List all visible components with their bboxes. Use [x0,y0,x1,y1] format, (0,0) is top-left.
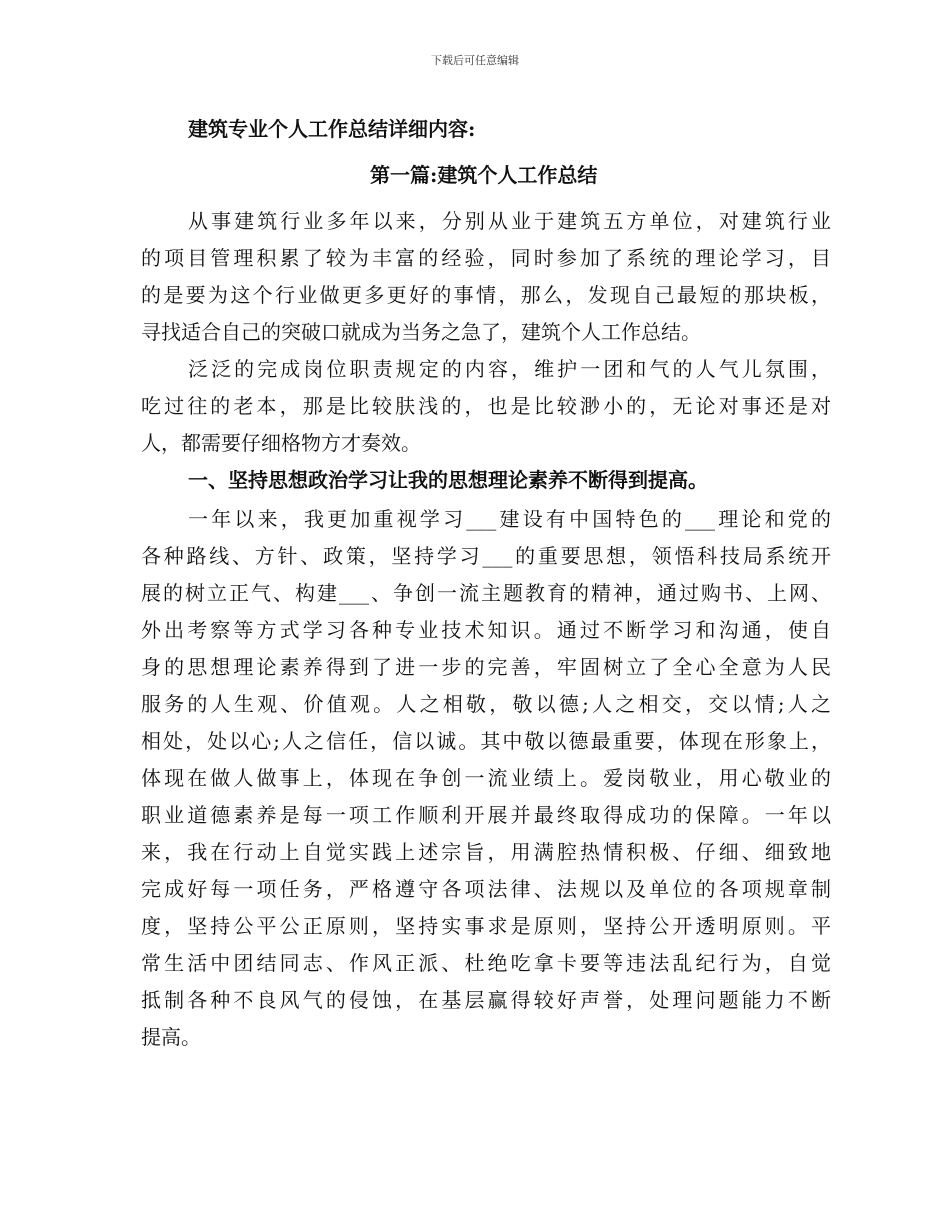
paragraph-line: 从事建筑行业多年以来，分别从业于建筑五方单位，对建筑行业 [188,209,831,233]
paragraph-line: 吃过往的老本，那是比较肤浅的，也是比较渺小的，无论对事还是对 [141,394,831,418]
paragraph-line: 服务的人生观、价值观。人之相敬，敬以德;人之相交，交以情;人之 [141,692,831,716]
paragraph-line: 提高。 [141,1025,201,1049]
paragraph-line: 的是要为这个行业做更多更好的事情，那么，发现自己最短的那块板， [141,283,831,307]
paragraph-3 [141,501,831,1056]
paragraph-line: 外出考察等方式学习各种专业技术知识。通过不断学习和沟通，使自 [141,618,831,642]
page-header: 下载后可任意编辑 [431,54,519,67]
paragraph-line: 完成好每一项任务，严格遵守各项法律、法规以及单位的各项规章制 [141,877,831,901]
paragraph-line: 的项目管理积累了较为丰富的经验，同时参加了系统的理论学习，目 [141,246,831,270]
paragraph-line: 泛泛的完成岗位职责规定的内容，维护一团和气的人气儿氛围， [188,357,831,381]
paragraph-line: 体现在做人做事上，体现在争创一流业绩上。爱岗敬业，用心敬业的 [141,766,831,790]
paragraph-1 [141,203,831,351]
paragraph-line: 人，都需要仔细格物方才奏效。 [141,431,421,455]
document-heading: 建筑专业个人工作总结详细内容: [188,117,476,141]
chapter-title: 第一篇:建筑个人工作总结 [370,163,598,187]
paragraph-line: 职业道德素养是每一项工作顺利开展并最终取得成功的保障。一年以 [141,803,831,827]
paragraph-line: 一年以来，我更加重视学习___建设有中国特色的___理论和党的 [188,507,831,531]
paragraph-line: 抵制各种不良风气的侵蚀，在基层赢得较好声誉，处理问题能力不断 [141,988,831,1012]
paragraph-line: 各种路线、方针、政策，坚持学习___的重要思想，领悟科技局系统开 [141,544,831,568]
paragraph-line: 展的树立正气、构建___、争创一流主题教育的精神，通过购书、上网、 [141,581,831,605]
paragraph-2 [141,351,831,462]
paragraph-line: 相处，处以心;人之信任，信以诚。其中敬以德最重要，体现在形象上， [141,729,831,753]
section-heading: 一、坚持思想政治学习让我的思想理论素养不断得到提高。 [188,468,708,492]
paragraph-line: 来，我在行动上自觉实践上述宗旨，用满腔热情积极、仔细、细致地 [141,840,831,864]
paragraph-line: 常生活中团结同志、作风正派、杜绝吃拿卡要等违法乱纪行为，自觉 [141,951,831,975]
section-title [141,462,831,499]
paragraph-line: 度，坚持公平公正原则，坚持实事求是原则，坚持公开透明原则。平 [141,914,831,938]
paragraph-line: 寻找适合自己的突破口就成为当务之急了，建筑个人工作总结。 [141,320,701,344]
paragraph-line: 身的思想理论素养得到了进一步的完善，牢固树立了全心全意为人民 [141,655,831,679]
